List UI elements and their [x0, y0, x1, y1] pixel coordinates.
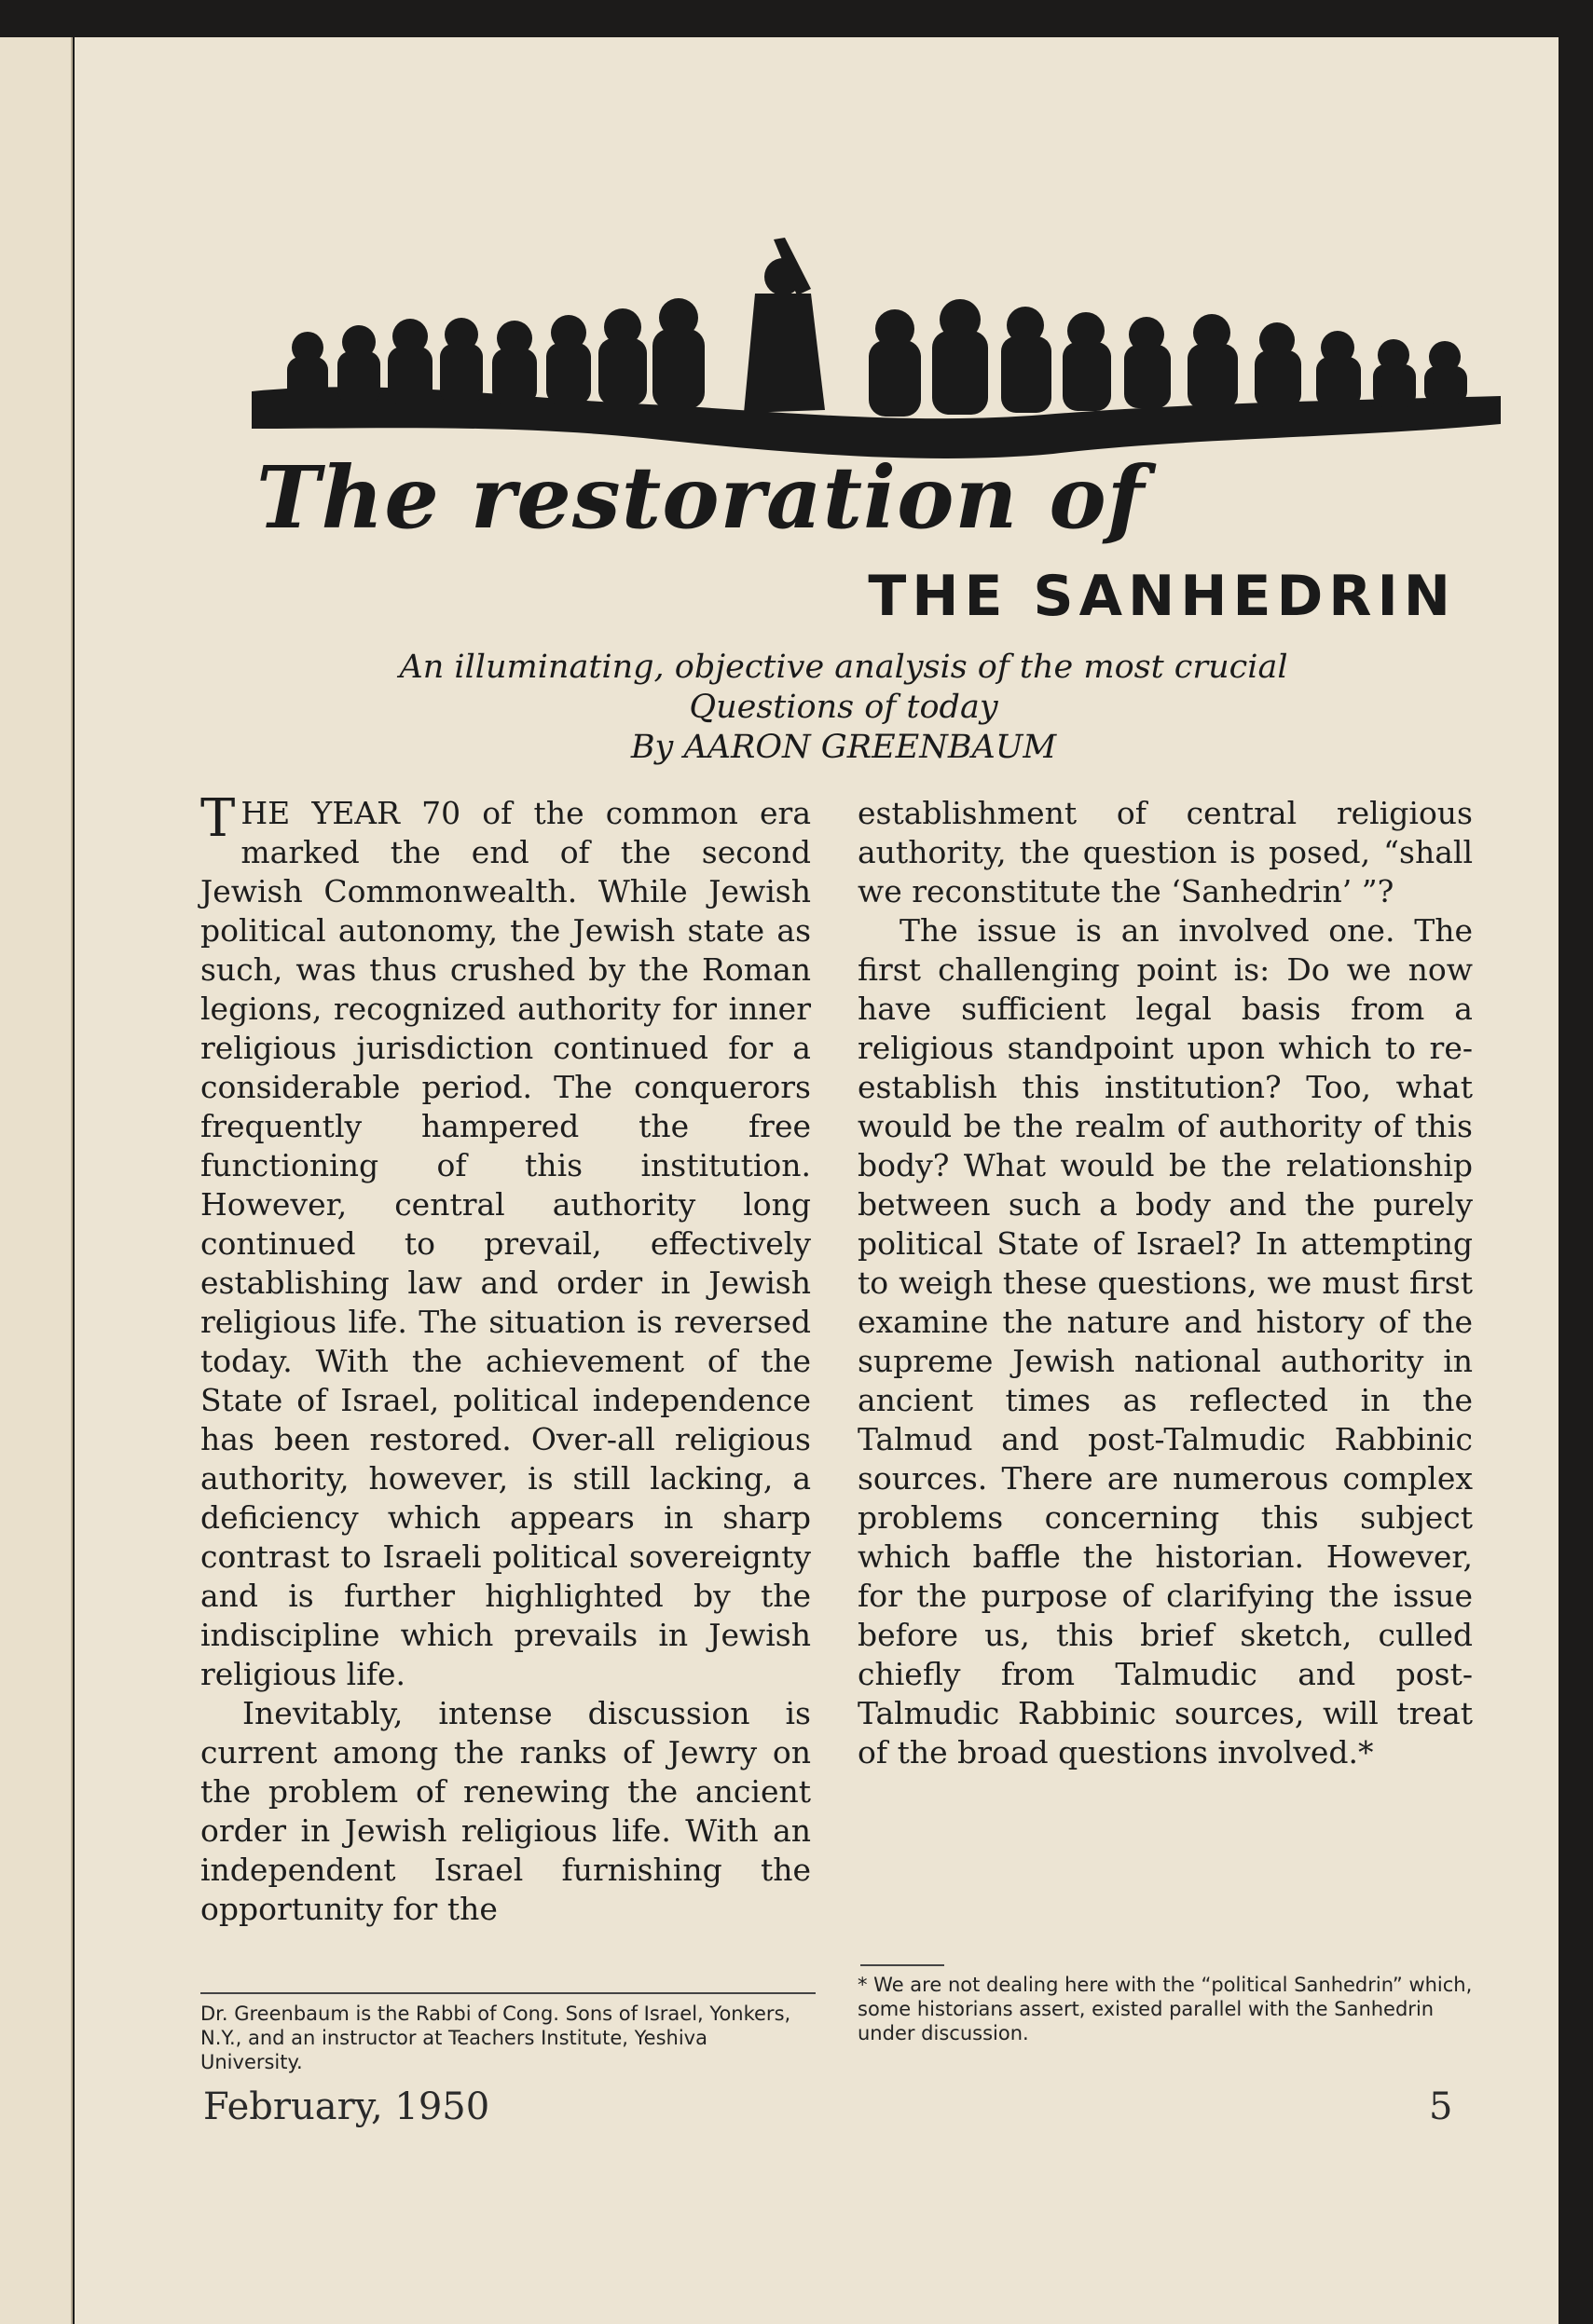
- author-footnote: Dr. Greenbaum is the Rabbi of Cong. Sons of Israel, Yonkers, N.Y., and an instructor at Teachers Institute, Yeshiva University.: [200, 2003, 791, 2073]
- scan-border-right: [1559, 0, 1593, 2324]
- left-column: [200, 788, 811, 1929]
- magazine-page: [75, 37, 1559, 2324]
- footnote-rule: [200, 1992, 816, 1994]
- body-paragraph: Inevitably, intense discussion is current among the ranks of Jewry on the problem of renewing the ancient order in Jewish religious life. With an independent Israel furnishing the opportunity for the: [200, 1695, 811, 1927]
- body-paragraph: The issue is an involved one. The first challenging point is: Do we now have sufficient legal basis from a religious standpoint upon which to re-establish this institution? Too, what would be the realm of authority of this body? What would be the relationship between such a body and the purely political State of Israel? In attempting to weigh these questions, we must first examine the nature and history of the supreme Jewish national authority in ancient times as reflected in the Talmud and post-Talmudic Rabbinic sources. There are numerous complex problems concerning this subject which baffle the historian. However, for the purpose of clarifying the issue before us, this brief sketch, culled chiefly from Talmudic and post-Talmudic Rabbinic sources, will treat of the broad questions involved.*: [858, 912, 1473, 1770]
- body-paragraph: [200, 788, 811, 1694]
- facing-page-edge: [0, 37, 73, 2324]
- subtitle-block: [261, 648, 1426, 768]
- issue-date: February, 1950: [203, 2085, 490, 2128]
- title-main: THE SANHEDRIN: [868, 564, 1456, 629]
- title-script: The restoration of: [256, 447, 1146, 548]
- body-paragraph: establishment of central religious authority, the question is posed, “shall we reconstitute the ‘Sanhedrin’ ”?: [858, 795, 1473, 909]
- scan-border-top: [0, 0, 1593, 37]
- right-column: [858, 794, 1473, 1772]
- page-number: 5: [1429, 2085, 1453, 2128]
- footnote-rule: [860, 1964, 944, 1966]
- asterisk-footnote: * We are not dealing here with the “political Sanhedrin” which, some historians assert, existed parallel with the Sanhedrin under discussion.: [858, 1974, 1473, 2044]
- subtitle-line: An illuminating, objective analysis of the most crucial: [399, 649, 1288, 686]
- paragraph-text: HE YEAR 70 of the common era marked the end of the second Jewish Commonwealth. While Jewish political autonomy, the Jewish state as such, was thus crushed by the Roman legions, recognized authority for inner religious jurisdiction continued for a considerable period. The conquerors frequently hampered the free functioning of this institution. However, central authority long continued to prevail, effectively establishing law and order in Jewish religious life. The situation is reversed today. With the achievement of the State of Israel, political independence has been restored. Over-all religious authority, however, is still lacking, a deficiency which appears in sharp contrast to Israeli political sovereignty and is further highlighted by the indiscipline which prevails in Jewish religious life.: [200, 795, 811, 1692]
- subtitle-line: Questions of today: [689, 689, 998, 726]
- byline: By AARON GREENBAUM: [630, 729, 1057, 766]
- drop-cap: T: [200, 788, 236, 849]
